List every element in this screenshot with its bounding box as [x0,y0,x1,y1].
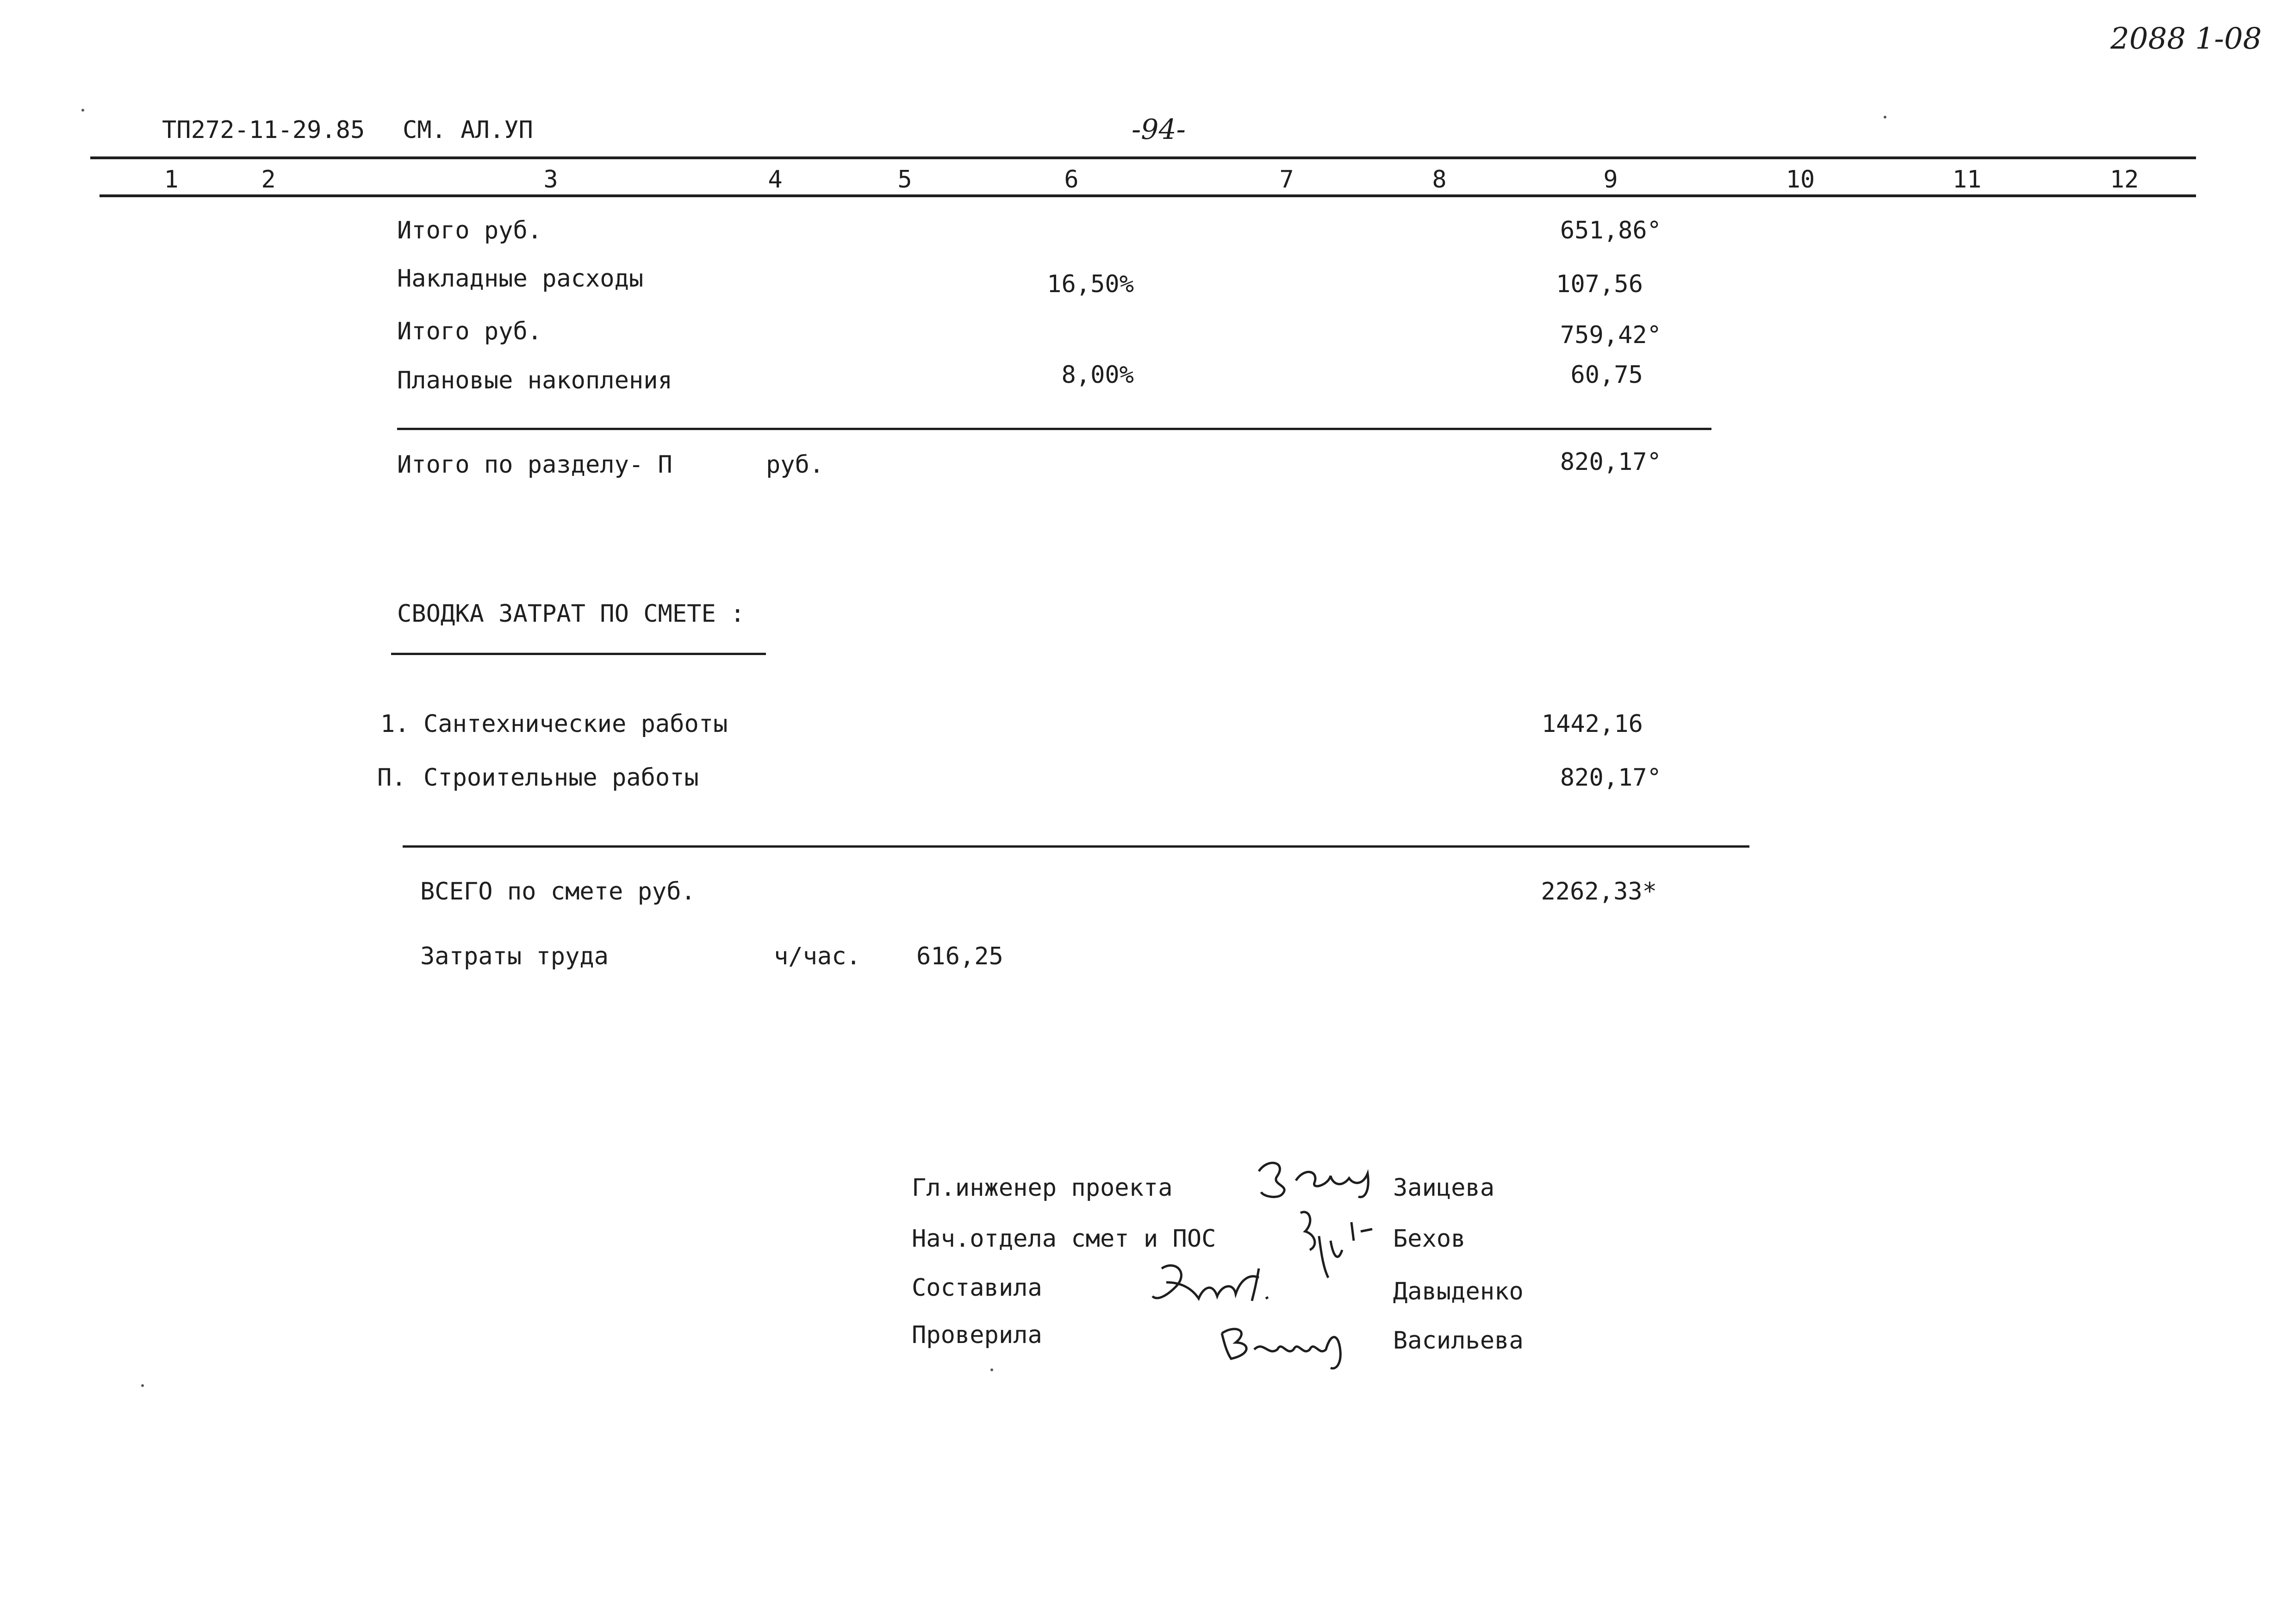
section-total-rule [397,428,1711,430]
grand-total-amount: 2262,33* [1541,878,1657,906]
column-number: 9 [1603,166,1618,194]
column-number: 1 [164,166,179,194]
summary-item-amount: 1442,16 [1541,710,1643,738]
row-label: Итого руб. [397,217,542,244]
column-number: 8 [1432,166,1447,194]
signature-checker [1213,1315,1361,1375]
summary-total-rule [403,845,1749,848]
signature-name: Бехов [1393,1225,1466,1253]
labor-unit: ч/час. [774,943,861,970]
row-amount: 759,42° [1560,321,1661,349]
column-number: 10 [1786,166,1815,194]
column-number: 2 [261,166,276,194]
row-label: Накладные расходы [397,265,644,293]
column-number: 3 [543,166,558,194]
summary-item-label: Строительные работы [423,764,699,792]
column-number: 4 [768,166,783,194]
row-label: Плановые накопления [397,367,672,394]
grand-total-label: ВСЕГО по смете руб. [420,878,696,906]
column-number: 6 [1064,166,1079,194]
column-number: 7 [1279,166,1294,194]
scan-speck [990,1368,993,1371]
document-code: ТП272-11-29.85 [162,116,365,144]
row-percent: 16,50% [1047,270,1134,298]
signature-chief-engineer [1250,1153,1388,1204]
signature-dept-head [1287,1204,1379,1282]
labor-value: 616,25 [916,943,1003,970]
summary-heading-underline [391,653,766,655]
signature-role: Проверила [912,1321,1042,1349]
header-bottom-rule [100,194,2196,197]
row-amount: 651,86° [1560,217,1661,244]
estimate-reference: СМ. АЛ.УП [403,116,533,144]
scan-speck [81,109,84,112]
row-percent: 8,00% [1061,361,1134,389]
labor-label: Затраты труда [420,943,609,970]
signature-role: Нач.отдела смет и ПОС [912,1225,1216,1253]
signature-name: Васильева [1393,1327,1524,1355]
signature-name: Заицева [1393,1174,1495,1202]
column-number: 11 [1952,166,1982,194]
scan-speck [1884,116,1886,119]
scan-speck [141,1384,144,1387]
summary-item-label: Сантехнические работы [423,710,728,738]
signature-compiler [1148,1255,1287,1315]
section-total-amount: 820,17° [1560,448,1661,476]
row-label: Итого руб. [397,318,542,345]
section-total-label: Итого по разделу- П [397,451,672,479]
summary-item-number: 1. [380,710,410,738]
section-total-unit: руб. [766,451,824,479]
column-number: 5 [897,166,912,194]
row-amount: 60,75 [1570,361,1643,389]
corner-archive-code: 2088 1-08 [2110,22,2262,56]
summary-item-number: П. [377,764,406,792]
signature-role: Составила [912,1274,1042,1302]
page-number: -94- [1132,113,1186,146]
row-amount: 107,56 [1556,270,1643,298]
signature-role: Гл.инженер проекта [912,1174,1173,1202]
header-top-rule [90,156,2196,159]
summary-heading: СВОДКА ЗАТРАТ ПО СМЕТЕ : [397,600,745,628]
summary-item-amount: 820,17° [1560,764,1661,792]
column-number: 12 [2109,166,2139,194]
signature-name: Давыденко [1393,1278,1524,1305]
